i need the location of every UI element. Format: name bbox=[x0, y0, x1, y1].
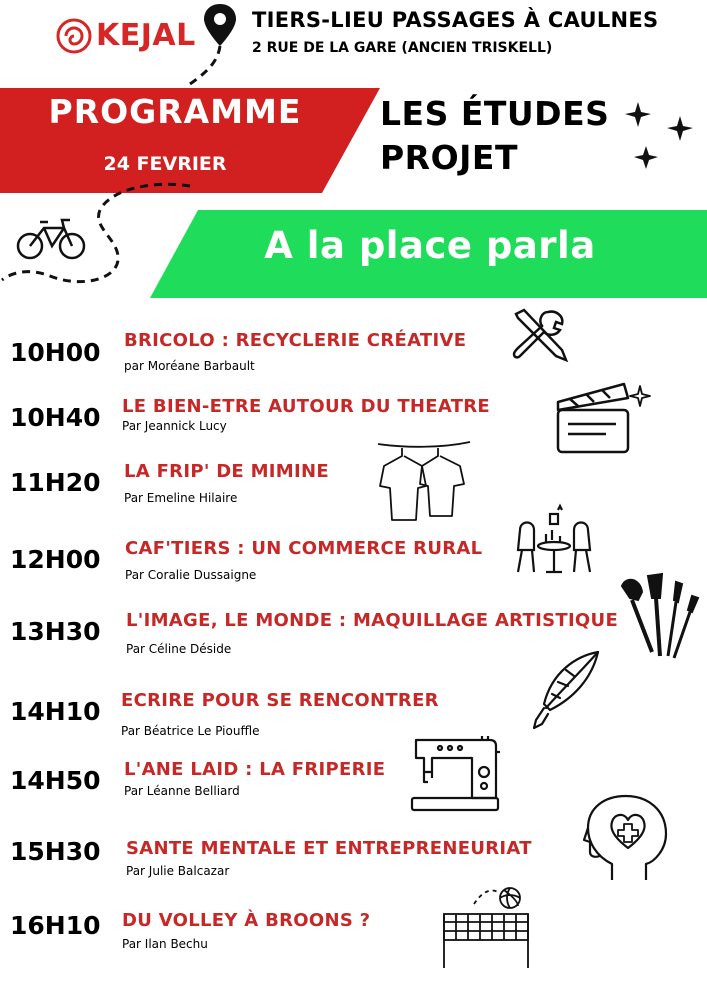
time-slot: 12H00 bbox=[10, 545, 101, 574]
event-speaker: par Moréane Barbault bbox=[124, 359, 255, 373]
volleyball-icon bbox=[438, 884, 534, 968]
event-title: SANTE MENTALE ET ENTREPRENEURIAT bbox=[126, 838, 532, 859]
stars-icon bbox=[620, 98, 700, 178]
event-speaker: Par Léanne Belliard bbox=[124, 784, 240, 798]
event-title: DU VOLLEY À BROONS ? bbox=[122, 910, 371, 931]
sewing-machine-icon bbox=[410, 732, 500, 812]
event-speaker: Par Ilan Bechu bbox=[122, 937, 208, 951]
logo-text: KEJAL bbox=[96, 18, 196, 53]
event-speaker: Par Jeannick Lucy bbox=[122, 419, 227, 433]
event-name: A la place parla bbox=[264, 224, 596, 267]
cafe-table-icon bbox=[512, 500, 596, 576]
event-speaker: Par Céline Déside bbox=[126, 642, 232, 656]
etudes-title-line1: LES ÉTUDES bbox=[380, 94, 610, 133]
event-speaker: Par Emeline Hilaire bbox=[124, 491, 238, 505]
time-slot: 14H50 bbox=[10, 766, 101, 795]
event-title: CAF'TIERS : UN COMMERCE RURAL bbox=[125, 538, 483, 559]
event-speaker: Par Béatrice Le Piouffle bbox=[121, 724, 260, 738]
bicycle-icon bbox=[18, 220, 84, 258]
time-slot: 10H00 bbox=[10, 338, 101, 367]
map-pin-icon bbox=[200, 2, 240, 48]
dashed-path-decoration bbox=[180, 44, 240, 90]
etudes-projet-title bbox=[380, 92, 609, 180]
time-slot: 16H10 bbox=[10, 911, 101, 940]
mental-health-icon bbox=[582, 794, 672, 882]
clothes-hanger-icon bbox=[376, 436, 472, 522]
time-slot: 10H40 bbox=[10, 403, 101, 432]
makeup-brushes-icon bbox=[618, 572, 702, 662]
event-title: LA FRIP' DE MIMINE bbox=[124, 461, 329, 482]
event-title: BRICOLO : RECYCLERIE CRÉATIVE bbox=[124, 330, 467, 351]
event-speaker: Par Coralie Dussaigne bbox=[125, 568, 257, 582]
venue-name: TIERS-LIEU PASSAGES À CAULNES bbox=[252, 8, 659, 32]
event-title: L'ANE LAID : LA FRIPERIE bbox=[124, 759, 386, 780]
tools-icon bbox=[508, 306, 570, 368]
venue-address: 2 RUE DE LA GARE (ANCIEN TRISKELL) bbox=[252, 40, 553, 56]
event-title: L'IMAGE, LE MONDE : MAQUILLAGE ARTISTIQUE bbox=[126, 610, 619, 631]
time-slot: 13H30 bbox=[10, 617, 101, 646]
time-slot: 14H10 bbox=[10, 697, 101, 726]
time-slot: 15H30 bbox=[10, 837, 101, 866]
clapperboard-icon bbox=[552, 376, 652, 456]
event-title: LE BIEN-ETRE AUTOUR DU THEATRE bbox=[122, 396, 491, 417]
event-title: ECRIRE POUR SE RENCONTRER bbox=[121, 690, 439, 711]
programme-date: 24 FEVRIER bbox=[103, 153, 227, 175]
quill-icon bbox=[526, 648, 602, 734]
event-speaker: Par Julie Balcazar bbox=[126, 864, 230, 878]
programme-title: PROGRAMME bbox=[48, 92, 302, 131]
etudes-title-line2: PROJET bbox=[380, 138, 518, 177]
time-slot: 11H20 bbox=[10, 468, 101, 497]
